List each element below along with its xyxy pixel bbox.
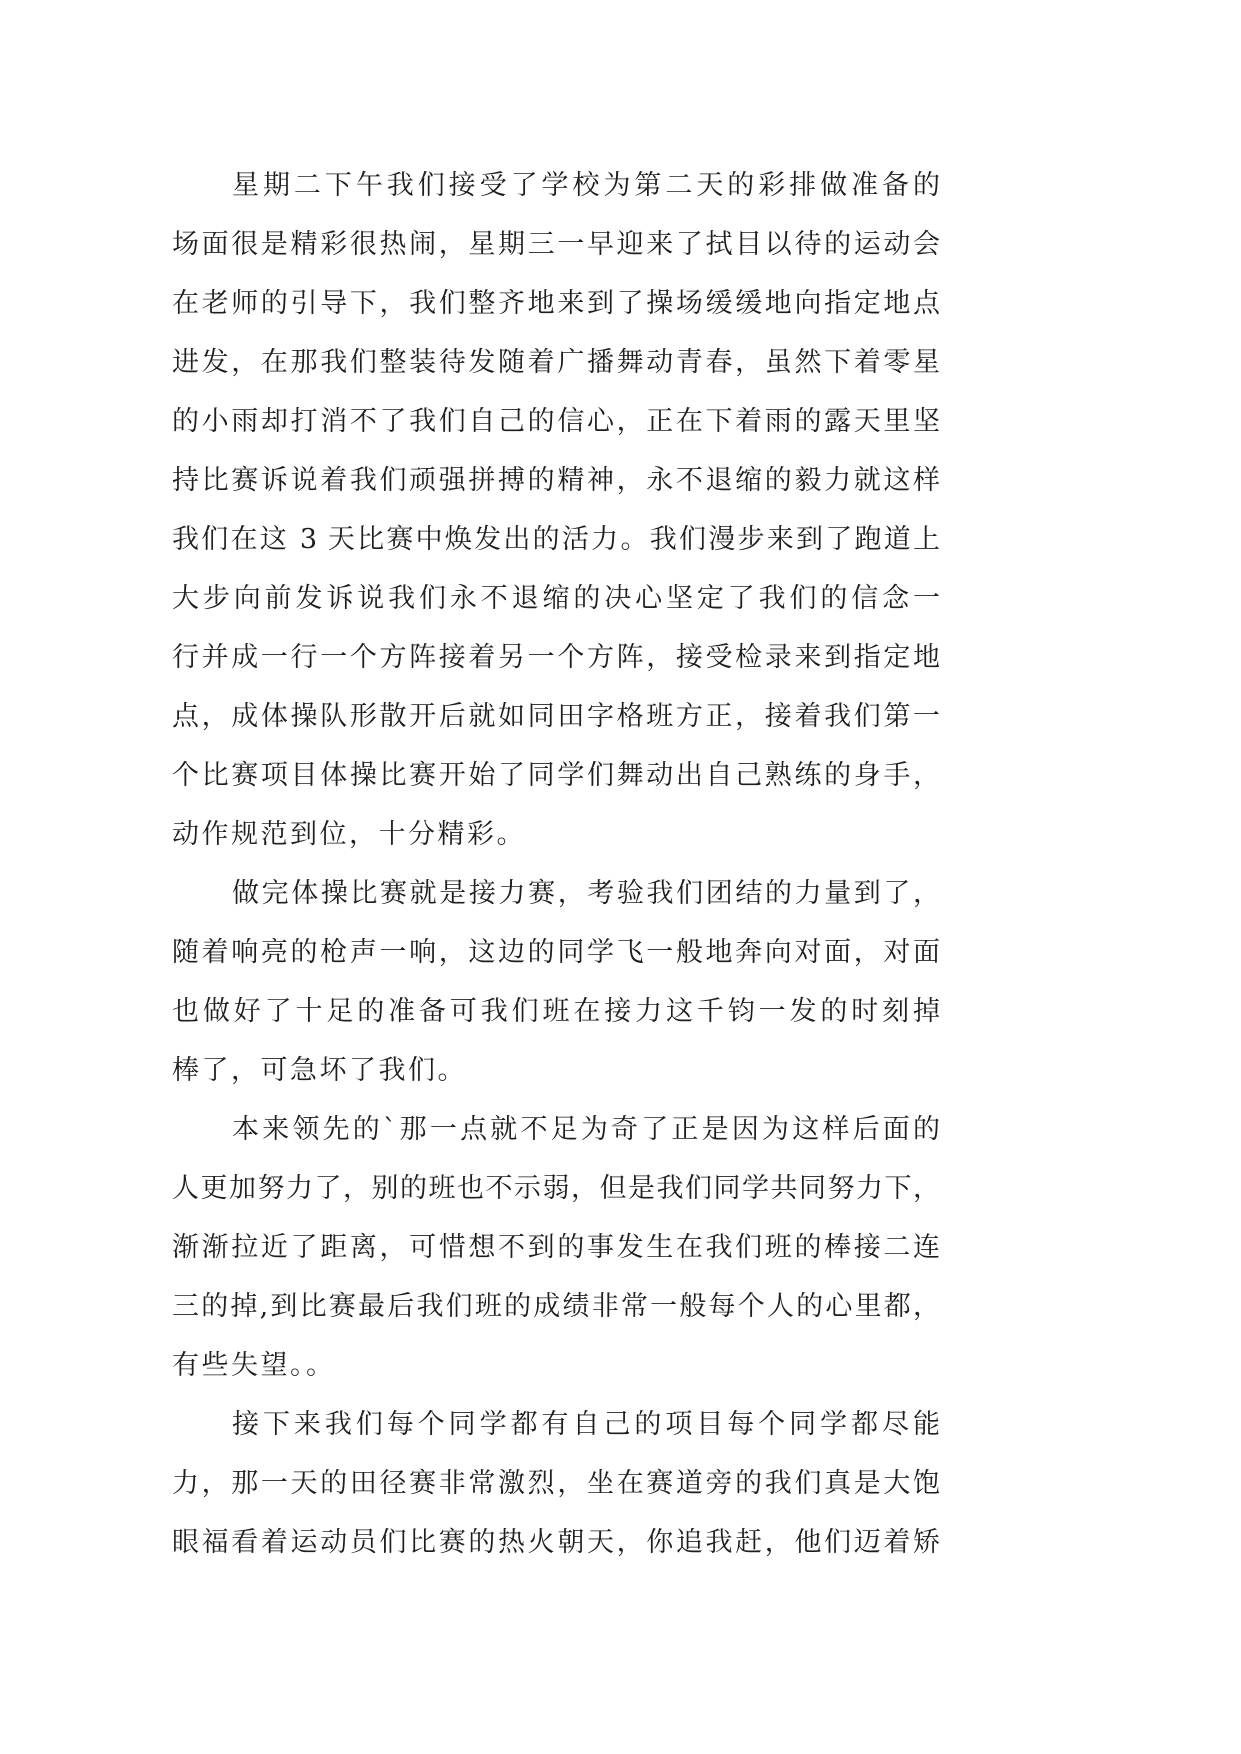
- text-line: 棒了，可急坏了我们。: [172, 1055, 467, 1086]
- text-line: 也做好了十足的准备可我们班在接力这千钧一发的时刻掉: [172, 996, 940, 1027]
- text-line: 在老师的引导下，我们整齐地来到了操场缓缓地向指定地点: [172, 288, 940, 319]
- text-line: 大步向前发诉说我们永不退缩的决心坚定了我们的信念一: [172, 583, 940, 614]
- text-line: 行并成一行一个方阵接着另一个方阵，接受检录来到指定地: [172, 642, 940, 673]
- document-body: [172, 156, 940, 1572]
- text-line: 随着响亮的枪声一响，这边的同学飞一般地奔向对面，对面: [172, 937, 940, 968]
- paragraph: [172, 156, 940, 864]
- paragraph: [172, 1100, 940, 1395]
- text-line: 点，成体操队形散开后就如同田字格班方正，接着我们第一: [172, 701, 940, 732]
- text-line: 本来领先的`那一点就不足为奇了正是因为这样后面的: [232, 1114, 940, 1145]
- text-line: 三的掉,到比赛最后我们班的成绩非常一般每个人的心里都，: [172, 1291, 940, 1322]
- text-line: 渐渐拉近了距离，可惜想不到的事发生在我们班的棒接二连: [172, 1232, 940, 1263]
- text-line: 进发，在那我们整装待发随着广播舞动青春，虽然下着零星: [172, 347, 940, 378]
- text-line: 星期二下午我们接受了学校为第二天的彩排做准备的: [232, 170, 940, 201]
- text-line: 力，那一天的田径赛非常激烈，坐在赛道旁的我们真是大饱: [172, 1468, 940, 1499]
- text-line: 人更加努力了，别的班也不示弱，但是我们同学共同努力下，: [172, 1173, 940, 1204]
- text-line: 持比赛诉说着我们顽强拼搏的精神，永不退缩的毅力就这样: [172, 465, 940, 496]
- text-line: 个比赛项目体操比赛开始了同学们舞动出自己熟练的身手，: [172, 760, 940, 791]
- text-line: 动作规范到位，十分精彩。: [172, 819, 526, 850]
- text-line: 我们在这 3 天比赛中焕发出的活力。我们漫步来到了跑道上: [172, 524, 940, 555]
- text-line: 做完体操比赛就是接力赛，考验我们团结的力量到了，: [232, 878, 940, 909]
- paragraph: [172, 864, 940, 1100]
- text-line: 眼福看着运动员们比赛的热火朝天，你追我赶，他们迈着矫: [172, 1527, 940, 1558]
- text-line: 有些失望。。: [172, 1350, 336, 1381]
- paragraph: [172, 1395, 940, 1572]
- text-line: 的小雨却打消不了我们自己的信心，正在下着雨的露天里坚: [172, 406, 940, 437]
- text-line: 接下来我们每个同学都有自己的项目每个同学都尽能: [232, 1409, 940, 1440]
- text-line: 场面很是精彩很热闹，星期三一早迎来了拭目以待的运动会: [172, 229, 940, 260]
